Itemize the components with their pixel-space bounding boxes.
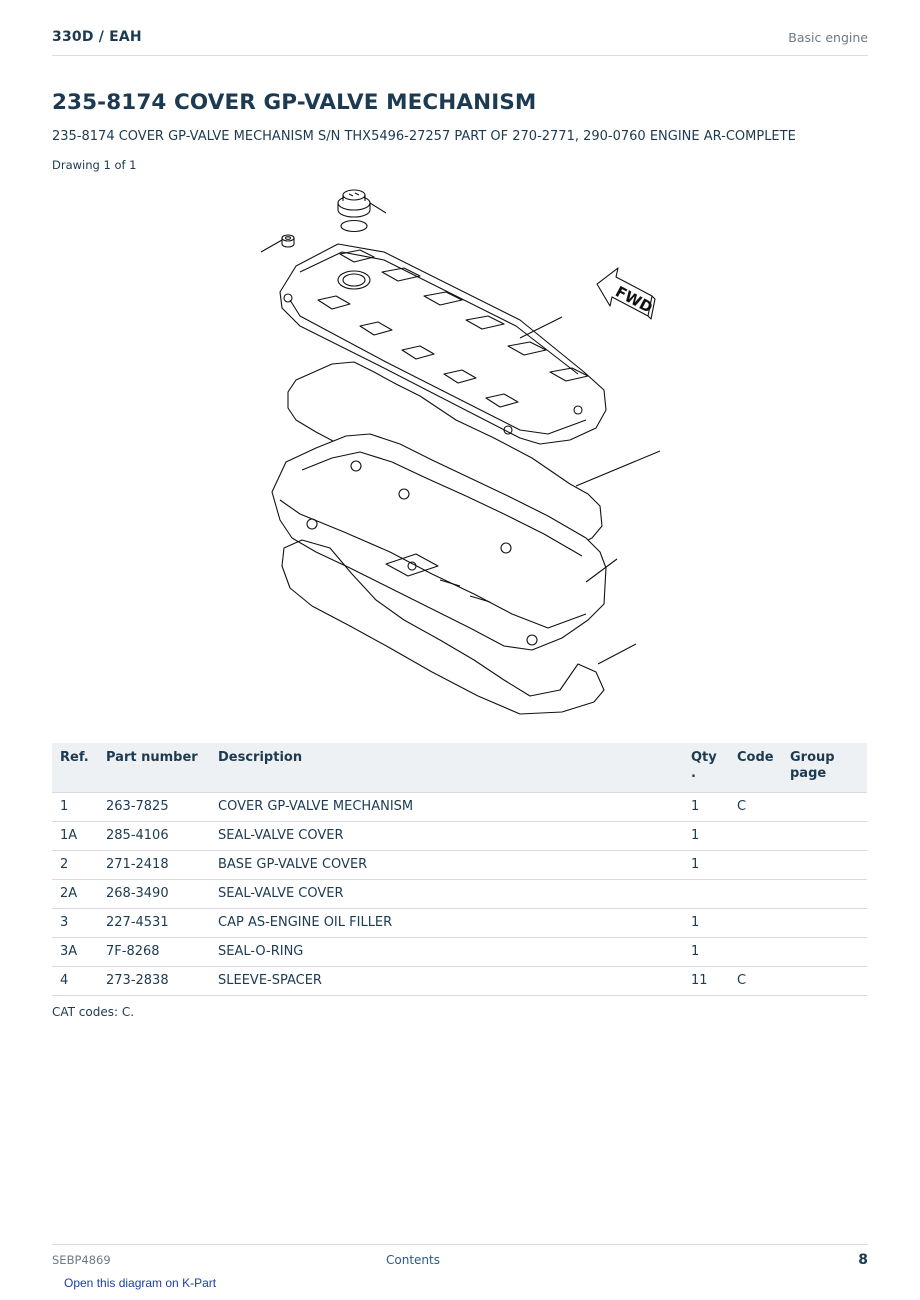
forward-direction-arrow [597,268,656,319]
parts-table-header [52,743,867,792]
group-page-cell [782,966,867,995]
group-page-cell [782,879,867,908]
part-number-cell: 271-2418 [98,850,210,879]
document-id: SEBP4869 [52,1253,111,1267]
code-cell: C [729,792,782,821]
o-ring-seal-part [341,221,367,232]
exploded-parts-diagram [240,180,680,725]
footer-divider [52,1244,868,1245]
code-cell [729,937,782,966]
code-cell [729,850,782,879]
group-page-cell [782,821,867,850]
part-number-cell: 273-2838 [98,966,210,995]
model-breadcrumb: 330D / EAH [52,29,142,45]
valve-cover-part [280,244,606,444]
qty-cell: 1 [683,850,729,879]
header-divider [52,55,868,56]
part-number-cell: 7F-8268 [98,937,210,966]
table-row [52,908,867,937]
description-cell: CAP AS-ENGINE OIL FILLER [210,908,683,937]
oil-filler-cap-part [338,190,386,217]
col-code-header: Code [729,743,782,792]
ref-cell: 3 [52,908,98,937]
open-in-kpart-link[interactable]: Open this diagram on K-Part [64,1276,217,1290]
part-number-cell: 268-3490 [98,879,210,908]
table-row [52,937,867,966]
page-subtitle: 235-8174 COVER GP-VALVE MECHANISM S/N THX5496-27257 PART OF 270-2771, 290-0760 ENGINE AR-COMPLETE [52,129,796,144]
code-cell [729,879,782,908]
qty-cell: 1 [683,937,729,966]
table-row [52,850,867,879]
table-row [52,792,867,821]
group-page-cell [782,937,867,966]
qty-cell: 1 [683,908,729,937]
description-cell: SLEEVE-SPACER [210,966,683,995]
drawing-counter: Drawing 1 of 1 [52,158,137,172]
parts-table [52,743,867,996]
col-group-page-header: Group page [782,743,867,792]
contents-link[interactable]: Contents [386,1253,440,1267]
description-cell: SEAL-VALVE COVER [210,821,683,850]
group-page-cell [782,792,867,821]
cat-codes-note: CAT codes: C. [52,1005,135,1019]
qty-cell: 11 [683,966,729,995]
code-cell [729,908,782,937]
page-title: 235-8174 COVER GP-VALVE MECHANISM [52,90,537,115]
ref-cell: 2A [52,879,98,908]
description-cell: BASE GP-VALVE COVER [210,850,683,879]
table-row [52,966,867,995]
qty-cell: 1 [683,792,729,821]
fwd-label: FWD [612,282,656,317]
ref-cell: 1 [52,792,98,821]
table-row [52,821,867,850]
code-cell: C [729,966,782,995]
qty-cell [683,879,729,908]
col-part-number-header: Part number [98,743,210,792]
table-row [52,879,867,908]
sleeve-spacer-part [261,235,294,252]
part-number-cell: 285-4106 [98,821,210,850]
description-cell: SEAL-VALVE COVER [210,879,683,908]
col-ref-header: Ref. [52,743,98,792]
group-page-cell [782,850,867,879]
description-cell: COVER GP-VALVE MECHANISM [210,792,683,821]
ref-cell: 2 [52,850,98,879]
qty-cell: 1 [683,821,729,850]
part-number-cell: 263-7825 [98,792,210,821]
description-cell: SEAL-O-RING [210,937,683,966]
page-number: 8 [858,1252,868,1268]
part-number-cell: 227-4531 [98,908,210,937]
code-cell [729,821,782,850]
ref-cell: 3A [52,937,98,966]
group-page-cell [782,908,867,937]
col-description-header: Description [210,743,683,792]
ref-cell: 4 [52,966,98,995]
valve-cover-base-part [272,434,617,650]
ref-cell: 1A [52,821,98,850]
col-qty-header: Qty . [683,743,729,792]
section-label: Basic engine [788,30,868,45]
